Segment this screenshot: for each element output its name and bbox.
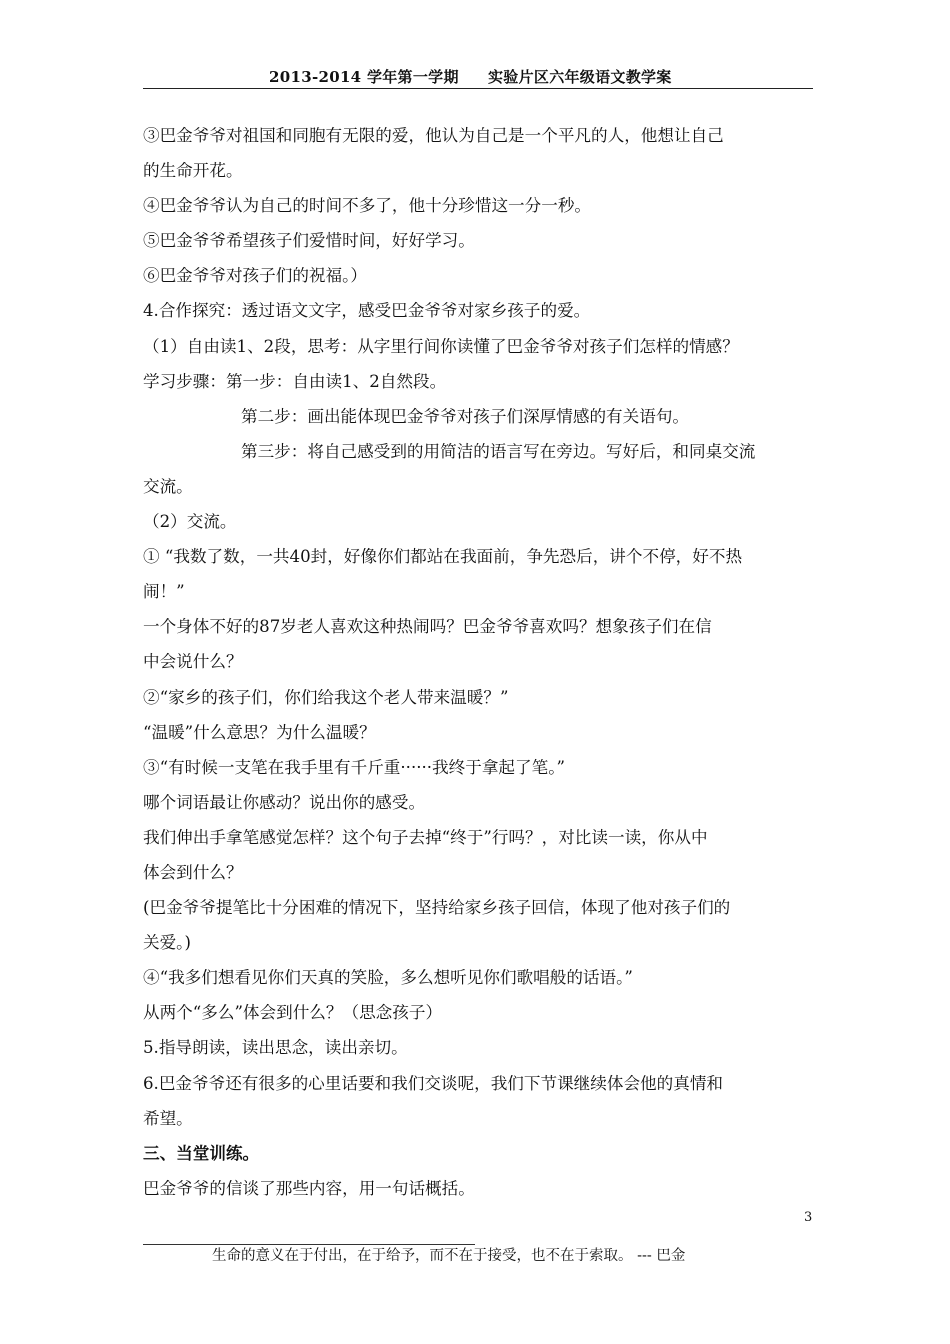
text-line: ③巴金爷爷对祖国和同胞有无限的爱，他认为自己是一个平凡的人，他想让自己 bbox=[143, 126, 724, 145]
text-line: 希望。 bbox=[143, 1108, 193, 1128]
page-number: 3 bbox=[804, 1210, 813, 1225]
text-line: 第三步：将自己感受到的用简洁的语言写在旁边。写好后，和同桌交流 bbox=[241, 441, 756, 461]
text-line: 一个身体不好的87岁老人喜欢这种热闹吗？巴金爷爷喜欢吗？想象孩子们在信 bbox=[143, 617, 712, 637]
text-line: “温暖”什么意思？为什么温暖？ bbox=[143, 722, 376, 742]
text-line: 4.合作探究：透过语文文字，感受巴金爷爷对家乡孩子的爱。 bbox=[143, 301, 591, 321]
text-line: 巴金爷爷的信谈了那些内容，用一句话概括。 bbox=[143, 1178, 475, 1198]
text-line: ③“有时候一支笔在我手里有千斤重······我终于拿起了笔。” bbox=[143, 757, 565, 777]
text-line: 中会说什么？ bbox=[143, 652, 243, 672]
section-heading: 三、当堂训练。 bbox=[143, 1142, 260, 1163]
text-line: ⑥巴金爷爷对孩子们的祝福。） bbox=[143, 266, 368, 286]
footer-quote: 生命的意义在于付出，在于给予，而不在于接受，也不在于索取。 --- 巴金 bbox=[212, 1248, 686, 1264]
header-semester: 2013-2014 学年第一学期 bbox=[269, 68, 459, 86]
page-header bbox=[143, 66, 813, 89]
text-line: (巴金爷爷提笔比十分困难的情况下，坚持给家乡孩子回信，体现了他对孩子们的 bbox=[143, 898, 731, 918]
text-line: 闹！” bbox=[143, 582, 185, 602]
text-line: 6.巴金爷爷还有很多的心里话要和我们交谈呢，我们下节课继续体会他的真情和 bbox=[143, 1073, 724, 1093]
text-line: 第二步：画出能体现巴金爷爷对孩子们深厚情感的有关语句。 bbox=[241, 406, 690, 426]
text-line: ②“家乡的孩子们，你们给我这个老人带来温暖？” bbox=[143, 687, 509, 707]
text-line: 我们伸出手拿笔感觉怎样？这个句子去掉“终于”行吗？，对比读一读，你从中 bbox=[143, 827, 708, 847]
text-line: （1）自由读1、2段，思考：从字里行间你读懂了巴金爷爷对孩子们怎样的情感？ bbox=[143, 336, 739, 356]
document-body bbox=[143, 118, 818, 1206]
text-line: ⑤巴金爷爷希望孩子们爱惜时间，好好学习。 bbox=[143, 231, 475, 251]
text-line: 交流。 bbox=[143, 476, 193, 496]
text-line: ④“我多们想看见你们天真的笑脸，多么想听见你们歌唱般的话语。” bbox=[143, 968, 633, 988]
text-line: 哪个词语最让你感动？说出你的感受。 bbox=[143, 792, 426, 812]
header-title: 实验片区六年级语文教学案 bbox=[488, 68, 672, 86]
text-line: 的生命开花。 bbox=[143, 161, 243, 181]
text-line: 关爱。) bbox=[143, 933, 191, 953]
text-line: ④巴金爷爷认为自己的时间不多了，他十分珍惜这一分一秒。 bbox=[143, 196, 592, 216]
text-line: 体会到什么？ bbox=[143, 862, 243, 882]
text-line: （2）交流。 bbox=[143, 512, 237, 532]
text-line: 学习步骤：第一步：自由读1、2自然段。 bbox=[143, 371, 447, 391]
text-line: ① “我数了数，一共40封，好像你们都站在我面前，争先恐后，讲个不停，好不热 bbox=[143, 547, 743, 567]
text-line: 5.指导朗读，读出思念，读出亲切。 bbox=[143, 1038, 408, 1058]
text-line: 从两个“多么”体会到什么？（思念孩子） bbox=[143, 1003, 443, 1023]
